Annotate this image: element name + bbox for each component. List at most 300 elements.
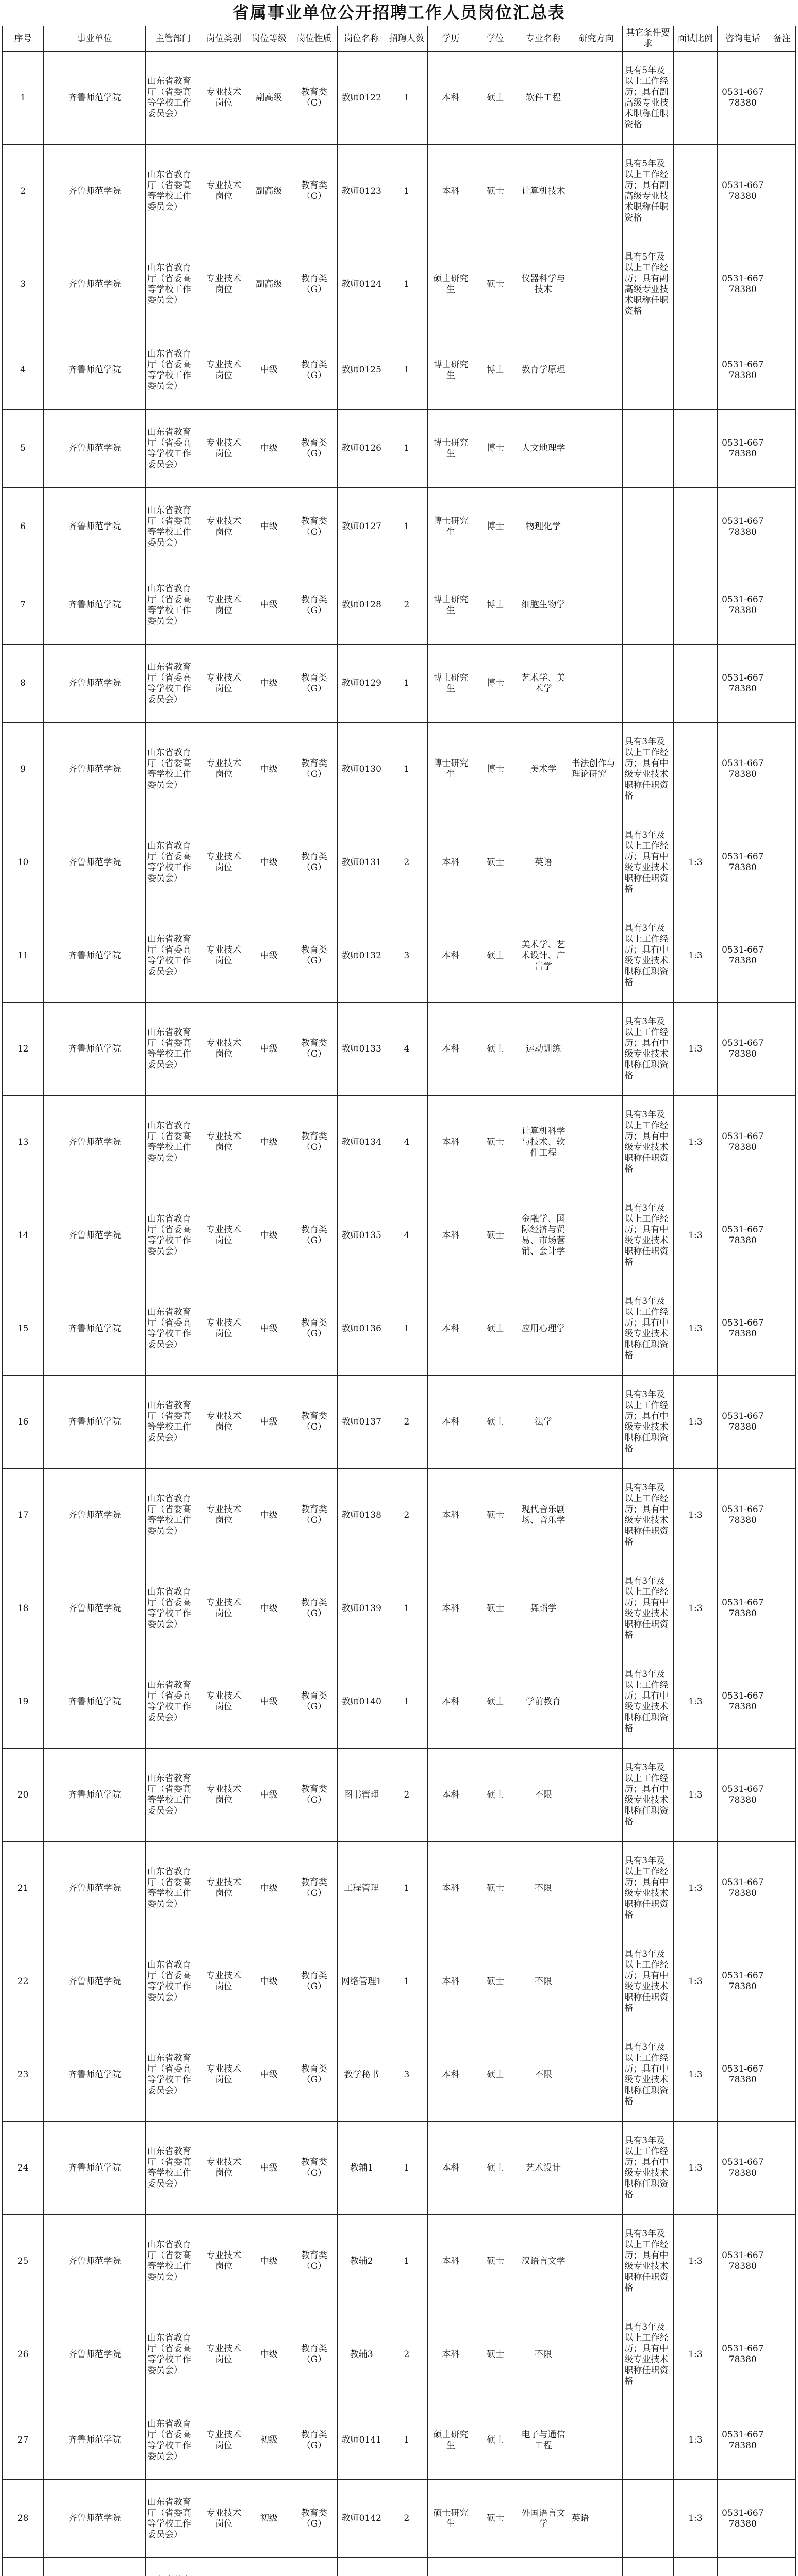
cell-phone: 0531-66778380 [718, 909, 768, 1003]
table-row [3, 1655, 796, 1749]
cell-other-requirements: 具有3年及以上工作经历；具有中级专业技术职称任职资格 [623, 1749, 673, 1842]
table-row [3, 52, 796, 145]
cell-nature: 教育类（G） [291, 145, 338, 238]
cell-degree [474, 2558, 517, 2576]
cell-degree: 硕士 [474, 2480, 517, 2558]
cell-education: 本科 [428, 1842, 474, 1935]
cell-category: 专业技术岗位 [201, 2028, 247, 2122]
cell-dept: 山东省教育厅（省委高等学校工作委员会） [145, 723, 201, 816]
cell-unit: 齐鲁师范学院 [44, 1282, 146, 1376]
cell-other-requirements [623, 2401, 673, 2480]
cell-other-requirements: 具有3年及以上工作经历；具有中级专业技术职称任职资格 [623, 723, 673, 816]
cell-unit: 齐鲁师范学院 [44, 566, 146, 645]
cell-phone: 0531-66778380 [718, 1562, 768, 1655]
cell-seq: 6 [3, 488, 44, 566]
cell-major: 美术学 [517, 723, 570, 816]
cell-education: 本科 [428, 816, 474, 909]
cell-education: 本科 [428, 1189, 474, 1282]
cell-unit: 齐鲁师范学院 [44, 1003, 146, 1096]
cell-education [428, 2558, 474, 2576]
header-phone: 咨询电话 [718, 26, 768, 52]
cell-seq: 25 [3, 2215, 44, 2308]
cell-position-name: 教师0142 [337, 2480, 386, 2558]
cell-major: 教育学原理 [517, 331, 570, 410]
cell-education: 硕士研究生 [428, 238, 474, 331]
cell-unit: 齐鲁师范学院 [44, 2028, 146, 2122]
cell-education: 本科 [428, 2308, 474, 2401]
cell-dept: 山东省教育厅（省委高等学校工作委员会） [145, 566, 201, 645]
cell-seq: 28 [3, 2480, 44, 2558]
cell-count: 1 [386, 723, 427, 816]
cell-count: 1 [386, 1655, 427, 1749]
cell-nature: 教育类（G） [291, 723, 338, 816]
cell-position-name: 教师0131 [337, 816, 386, 909]
cell-nature: 教育类（G） [291, 645, 338, 723]
cell-level: 初级 [247, 2480, 291, 2558]
cell-phone: 0531-66778380 [718, 2401, 768, 2480]
cell-note [768, 909, 796, 1003]
cell-seq: 16 [3, 1376, 44, 1469]
cell-education: 博士研究生 [428, 645, 474, 723]
cell-nature: 教育类（G） [291, 1935, 338, 2028]
cell-education: 博士研究生 [428, 566, 474, 645]
header-count: 招聘人数 [386, 26, 427, 52]
cell-count: 1 [386, 1935, 427, 2028]
cell-level: 中级 [247, 1655, 291, 1749]
cell-seq: 10 [3, 816, 44, 909]
cell-dept: 山东省教育厅（省委高等学校工作委员会） [145, 331, 201, 410]
cell-degree: 硕士 [474, 1842, 517, 1935]
cell-nature: 教育类（G） [291, 1096, 338, 1189]
cell-direction [570, 2558, 623, 2576]
cell-education: 本科 [428, 1376, 474, 1469]
cell-degree: 硕士 [474, 1003, 517, 1096]
cell-education: 博士研究生 [428, 331, 474, 410]
cell-level: 中级 [247, 2028, 291, 2122]
cell-count: 2 [386, 566, 427, 645]
cell-direction [570, 52, 623, 145]
cell-note [768, 1935, 796, 2028]
cell-unit [44, 2558, 146, 2576]
cell-category: 专业技术岗位 [201, 1562, 247, 1655]
cell-education: 本科 [428, 145, 474, 238]
header-level: 岗位等级 [247, 26, 291, 52]
cell-nature: 教育类（G） [291, 2122, 338, 2215]
cell-education: 本科 [428, 1096, 474, 1189]
cell-phone: 0531-66778380 [718, 1003, 768, 1096]
cell-direction [570, 145, 623, 238]
cell-level: 中级 [247, 1842, 291, 1935]
cell-category: 专业技术岗位 [201, 2480, 247, 2558]
cell-phone: 0531-66778380 [718, 2122, 768, 2215]
cell-dept: 山东省教育厅（省委高等学校工作委员会） [145, 1282, 201, 1376]
cell-level: 中级 [247, 1469, 291, 1562]
cell-dept: 山东省教育厅（省委高等学校工作委员会） [145, 1562, 201, 1655]
cell-other-requirements [623, 331, 673, 410]
cell-direction [570, 488, 623, 566]
cell-category: 专业技术岗位 [201, 2308, 247, 2401]
cell-degree: 硕士 [474, 2401, 517, 2480]
cell-dept: 山东省教育厅（省委高等学校工作委员会） [145, 2122, 201, 2215]
cell-count: 1 [386, 410, 427, 488]
cell-interview-ratio: 1:3 [673, 1282, 718, 1376]
cell-degree: 博士 [474, 410, 517, 488]
cell-seq: 18 [3, 1562, 44, 1655]
cell-note [768, 1189, 796, 1282]
cell-note [768, 52, 796, 145]
cell-degree: 硕士 [474, 2308, 517, 2401]
cell-major: 不限 [517, 1842, 570, 1935]
cell-nature: 教育类（G） [291, 1655, 338, 1749]
cell-note [768, 1749, 796, 1842]
cell-dept: 山东省教育厅（省委高等学校工作委员会） [145, 52, 201, 145]
cell-position-name: 教师0129 [337, 645, 386, 723]
cell-seq: 1 [3, 52, 44, 145]
cell-dept: 山东省教育厅（省委高等学校工作委员会） [145, 145, 201, 238]
cell-major: 学前教育 [517, 1655, 570, 1749]
cell-position-name: 教学秘书 [337, 2028, 386, 2122]
cell-phone: 0531-66778380 [718, 1749, 768, 1842]
position-table [2, 26, 796, 2576]
table-row [3, 645, 796, 723]
cell-note [768, 1003, 796, 1096]
cell-degree: 硕士 [474, 2215, 517, 2308]
cell-interview-ratio: 1:3 [673, 1562, 718, 1655]
cell-other-requirements: 具有3年及以上工作经历；具有中级专业技术职称任职资格 [623, 816, 673, 909]
cell-position-name: 教师0141 [337, 2401, 386, 2480]
cell-dept: 山东省教育厅（省委高等学校工作委员会） [145, 488, 201, 566]
cell-dept [145, 2558, 201, 2576]
cell-note [768, 238, 796, 331]
cell-degree: 硕士 [474, 1282, 517, 1376]
cell-position-name: 教师0127 [337, 488, 386, 566]
cell-count: 1 [386, 2122, 427, 2215]
cell-dept: 山东省教育厅（省委高等学校工作委员会） [145, 2308, 201, 2401]
cell-unit: 齐鲁师范学院 [44, 1655, 146, 1749]
cell-level: 中级 [247, 1189, 291, 1282]
cell-position-name: 教师0138 [337, 1469, 386, 1562]
cell-dept: 山东省教育厅（省委高等学校工作委员会） [145, 1842, 201, 1935]
cell-interview-ratio [673, 145, 718, 238]
cell-position-name: 教师0132 [337, 909, 386, 1003]
cell-unit: 齐鲁师范学院 [44, 410, 146, 488]
cell-nature: 教育类（G） [291, 909, 338, 1003]
cell-interview-ratio [673, 238, 718, 331]
table-row [3, 1842, 796, 1935]
cell-interview-ratio [673, 331, 718, 410]
cell-other-requirements: 具有3年及以上工作经历；具有中级专业技术职称任职资格 [623, 1842, 673, 1935]
cell-level: 中级 [247, 723, 291, 816]
cell-category: 专业技术岗位 [201, 2401, 247, 2480]
cell-interview-ratio: 1:3 [673, 2122, 718, 2215]
cell-degree: 硕士 [474, 1562, 517, 1655]
cell-other-requirements: 具有3年及以上工作经历；具有中级专业技术职称任职资格 [623, 1935, 673, 2028]
cell-note [768, 1469, 796, 1562]
cell-note [768, 2558, 796, 2576]
cell-other-requirements: 具有5年及以上工作经历；具有副高级专业技术职称任职资格 [623, 52, 673, 145]
cell-count: 2 [386, 2308, 427, 2401]
cell-unit: 齐鲁师范学院 [44, 1935, 146, 2028]
cell-count: 2 [386, 1749, 427, 1842]
cell-direction [570, 238, 623, 331]
cell-other-requirements: 具有3年及以上工作经历；具有中级专业技术职称任职资格 [623, 2215, 673, 2308]
cell-major: 人文地理学 [517, 410, 570, 488]
cell-nature: 教育类（G） [291, 1749, 338, 1842]
cell-interview-ratio: 1:3 [673, 909, 718, 1003]
cell-position-name: 教师0135 [337, 1189, 386, 1282]
cell-direction [570, 645, 623, 723]
table-row [3, 331, 796, 410]
cell-count: 1 [386, 488, 427, 566]
cell-degree: 硕士 [474, 1469, 517, 1562]
cell-level: 副高级 [247, 52, 291, 145]
cell-position-name: 教师0133 [337, 1003, 386, 1096]
table-row [3, 238, 796, 331]
cell-degree: 硕士 [474, 1655, 517, 1749]
cell-count: 4 [386, 1189, 427, 1282]
cell-direction: 书法创作与理论研究 [570, 723, 623, 816]
cell-seq: 7 [3, 566, 44, 645]
cell-interview-ratio: 1:3 [673, 1842, 718, 1935]
cell-degree: 硕士 [474, 2122, 517, 2215]
cell-category: 专业技术岗位 [201, 145, 247, 238]
cell-other-requirements: 具有3年及以上工作经历；具有中级专业技术职称任职资格 [623, 1003, 673, 1096]
cell-major: 不限 [517, 1935, 570, 2028]
cell-level: 中级 [247, 2308, 291, 2401]
cell-nature: 教育类（G） [291, 2401, 338, 2480]
cell-count: 1 [386, 145, 427, 238]
cell-level: 中级 [247, 566, 291, 645]
cell-interview-ratio: 1:3 [673, 2480, 718, 2558]
cell-phone: 0531-66778380 [718, 645, 768, 723]
cell-degree: 硕士 [474, 1935, 517, 2028]
cell-dept: 山东省教育厅（省委高等学校工作委员会） [145, 2480, 201, 2558]
cell-education: 本科 [428, 2122, 474, 2215]
table-row [3, 2558, 796, 2576]
cell-position-name: 工程管理 [337, 1842, 386, 1935]
table-row [3, 1469, 796, 1562]
cell-phone [718, 2558, 768, 2576]
table-row [3, 816, 796, 909]
header-category: 岗位类别 [201, 26, 247, 52]
cell-count: 4 [386, 1003, 427, 1096]
cell-direction [570, 1749, 623, 1842]
cell-other-requirements: 具有3年及以上工作经历；具有中级专业技术职称任职资格 [623, 2028, 673, 2122]
cell-phone: 0531-66778380 [718, 1469, 768, 1562]
cell-interview-ratio: 1:3 [673, 1935, 718, 2028]
cell-phone: 0531-66778380 [718, 2028, 768, 2122]
cell-direction: 英语 [570, 2480, 623, 2558]
cell-major: 舞蹈学 [517, 1562, 570, 1655]
cell-note [768, 2480, 796, 2558]
cell-other-requirements [623, 488, 673, 566]
cell-seq: 17 [3, 1469, 44, 1562]
cell-category: 专业技术岗位 [201, 488, 247, 566]
cell-other-requirements [623, 2480, 673, 2558]
cell-dept: 山东省教育厅（省委高等学校工作委员会） [145, 410, 201, 488]
cell-major: 运动训练 [517, 1003, 570, 1096]
cell-education: 本科 [428, 1655, 474, 1749]
table-row [3, 1935, 796, 2028]
cell-nature: 教育类（G） [291, 1376, 338, 1469]
cell-major: 计算机科学与技术、软件工程 [517, 1096, 570, 1189]
cell-level: 中级 [247, 1003, 291, 1096]
cell-unit: 齐鲁师范学院 [44, 2480, 146, 2558]
cell-count [386, 2558, 427, 2576]
cell-unit: 齐鲁师范学院 [44, 909, 146, 1003]
cell-degree: 博士 [474, 723, 517, 816]
cell-phone: 0531-66778380 [718, 816, 768, 909]
cell-count: 2 [386, 1469, 427, 1562]
cell-note [768, 723, 796, 816]
cell-direction [570, 1562, 623, 1655]
cell-unit: 齐鲁师范学院 [44, 723, 146, 816]
table-row [3, 1376, 796, 1469]
cell-other-requirements: 具有5年及以上工作经历；具有副高级专业技术职称任职资格 [623, 238, 673, 331]
cell-interview-ratio: 1:3 [673, 2028, 718, 2122]
cell-interview-ratio [673, 723, 718, 816]
cell-level: 中级 [247, 2122, 291, 2215]
cell-category: 专业技术岗位 [201, 566, 247, 645]
table-row [3, 1282, 796, 1376]
cell-seq: 5 [3, 410, 44, 488]
cell-major: 不限 [517, 2028, 570, 2122]
cell-position-name: 教师0122 [337, 52, 386, 145]
cell-degree: 硕士 [474, 1096, 517, 1189]
cell-interview-ratio: 1:3 [673, 1003, 718, 1096]
cell-dept: 山东省教育厅（省委高等学校工作委员会） [145, 816, 201, 909]
cell-level: 副高级 [247, 145, 291, 238]
cell-nature [291, 2558, 338, 2576]
cell-degree: 硕士 [474, 1189, 517, 1282]
header-dept: 主管部门 [145, 26, 201, 52]
cell-unit: 齐鲁师范学院 [44, 145, 146, 238]
cell-nature: 教育类（G） [291, 238, 338, 331]
cell-count: 1 [386, 2401, 427, 2480]
table-row [3, 410, 796, 488]
cell-major: 软件工程 [517, 52, 570, 145]
cell-unit: 齐鲁师范学院 [44, 238, 146, 331]
cell-unit: 齐鲁师范学院 [44, 2401, 146, 2480]
cell-category: 专业技术岗位 [201, 1189, 247, 1282]
cell-level: 中级 [247, 410, 291, 488]
cell-phone: 0531-66778380 [718, 2480, 768, 2558]
cell-nature: 教育类（G） [291, 1189, 338, 1282]
cell-seq: 27 [3, 2401, 44, 2480]
cell-nature: 教育类（G） [291, 2480, 338, 2558]
cell-count: 1 [386, 1282, 427, 1376]
cell-level: 中级 [247, 909, 291, 1003]
cell-other-requirements: 具有3年及以上工作经历；具有中级专业技术职称任职资格 [623, 1096, 673, 1189]
cell-level: 中级 [247, 1562, 291, 1655]
cell-direction [570, 1469, 623, 1562]
cell-dept: 山东省教育厅（省委高等学校工作委员会） [145, 1469, 201, 1562]
cell-category: 专业技术岗位 [201, 1096, 247, 1189]
cell-education: 博士研究生 [428, 410, 474, 488]
cell-count: 1 [386, 52, 427, 145]
cell-phone: 0531-66778380 [718, 1376, 768, 1469]
cell-other-requirements: 具有3年及以上工作经历；具有中级专业技术职称任职资格 [623, 1469, 673, 1562]
cell-direction [570, 1096, 623, 1189]
cell-major: 汉语言文学 [517, 2215, 570, 2308]
cell-category: 专业技术岗位 [201, 1376, 247, 1469]
cell-education: 本科 [428, 1469, 474, 1562]
cell-major: 美术学、艺术设计、广告学 [517, 909, 570, 1003]
header-unit: 事业单位 [44, 26, 146, 52]
cell-interview-ratio [673, 488, 718, 566]
cell-count: 2 [386, 816, 427, 909]
table-row [3, 2308, 796, 2401]
cell-phone: 0531-66778380 [718, 1655, 768, 1749]
cell-phone: 0531-66778380 [718, 2308, 768, 2401]
header-name: 岗位名称 [337, 26, 386, 52]
cell-degree: 硕士 [474, 2028, 517, 2122]
cell-unit: 齐鲁师范学院 [44, 2308, 146, 2401]
cell-seq: 19 [3, 1655, 44, 1749]
cell-category: 专业技术岗位 [201, 1935, 247, 2028]
cell-category: 专业技术岗位 [201, 238, 247, 331]
cell-level: 中级 [247, 1096, 291, 1189]
cell-nature: 教育类（G） [291, 1282, 338, 1376]
cell-other-requirements [623, 410, 673, 488]
header-seq: 序号 [3, 26, 44, 52]
cell-category: 专业技术岗位 [201, 1749, 247, 1842]
cell-dept: 山东省教育厅（省委高等学校工作委员会） [145, 1189, 201, 1282]
cell-position-name: 教师0140 [337, 1655, 386, 1749]
cell-direction [570, 2028, 623, 2122]
cell-education: 本科 [428, 2028, 474, 2122]
cell-phone: 0531-66778380 [718, 145, 768, 238]
cell-level: 中级 [247, 645, 291, 723]
table-row [3, 1003, 796, 1096]
cell-position-name: 网络管理1 [337, 1935, 386, 2028]
cell-seq: 15 [3, 1282, 44, 1376]
cell-level: 中级 [247, 1935, 291, 2028]
cell-phone: 0531-66778380 [718, 1282, 768, 1376]
cell-other-requirements [623, 2558, 673, 2576]
header-other: 其它条件要求 [623, 26, 673, 52]
cell-category: 专业技术岗位 [201, 816, 247, 909]
table-row [3, 909, 796, 1003]
cell-dept: 山东省教育厅（省委高等学校工作委员会） [145, 2028, 201, 2122]
cell-interview-ratio: 1:3 [673, 1655, 718, 1749]
header-ratio: 面试比例 [673, 26, 718, 52]
cell-phone: 0531-66778380 [718, 238, 768, 331]
cell-level: 中级 [247, 2215, 291, 2308]
cell-direction [570, 410, 623, 488]
cell-count: 3 [386, 909, 427, 1003]
cell-seq: 13 [3, 1096, 44, 1189]
cell-count: 1 [386, 2215, 427, 2308]
cell-direction [570, 1376, 623, 1469]
cell-seq: 14 [3, 1189, 44, 1282]
table-row [3, 2122, 796, 2215]
header-nature: 岗位性质 [291, 26, 338, 52]
cell-seq [3, 2558, 44, 2576]
cell-count: 1 [386, 645, 427, 723]
cell-other-requirements: 具有3年及以上工作经历；具有中级专业技术职称任职资格 [623, 909, 673, 1003]
cell-category: 专业技术岗位 [201, 1842, 247, 1935]
cell-education: 硕士研究生 [428, 2401, 474, 2480]
table-row [3, 2215, 796, 2308]
cell-position-name: 教辅2 [337, 2215, 386, 2308]
cell-dept: 山东省教育厅（省委高等学校工作委员会） [145, 1003, 201, 1096]
cell-direction [570, 1003, 623, 1096]
table-row [3, 1749, 796, 1842]
cell-nature: 教育类（G） [291, 2215, 338, 2308]
cell-seq: 2 [3, 145, 44, 238]
cell-seq: 20 [3, 1749, 44, 1842]
